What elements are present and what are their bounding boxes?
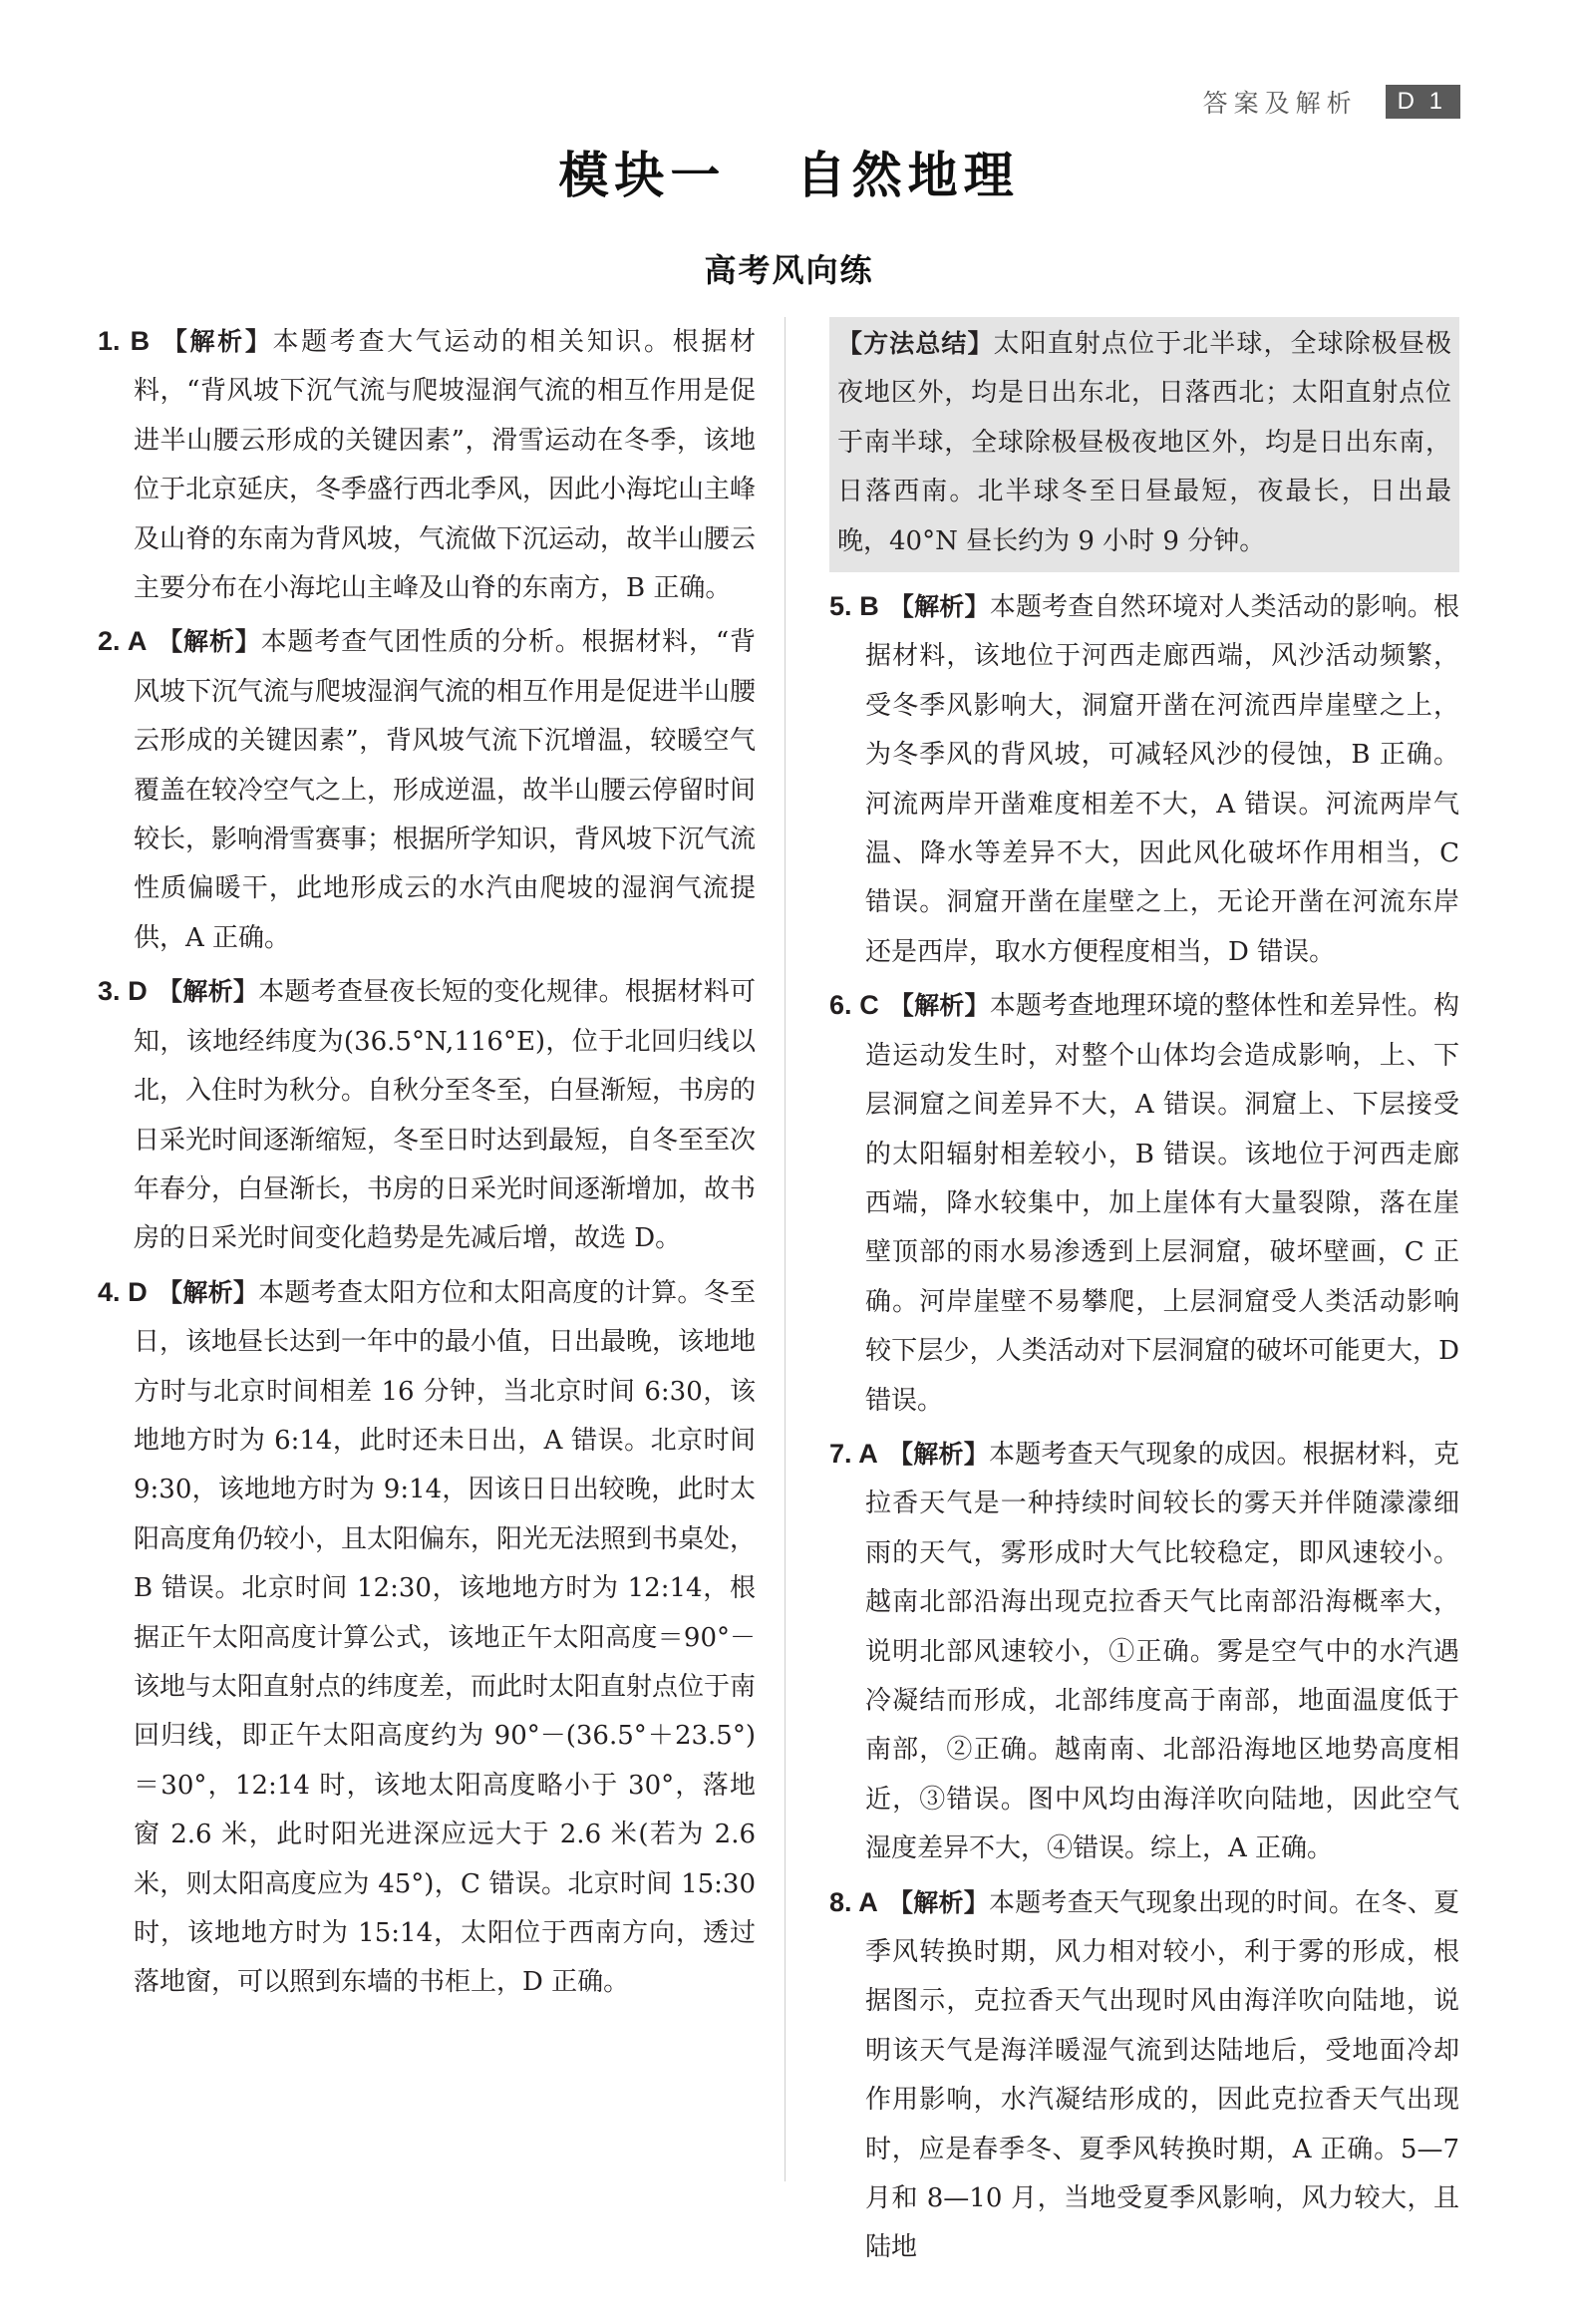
answer-item (98, 1268, 756, 2008)
answer-number: 6. C (829, 990, 879, 1021)
header-label: 答案及解析 (1202, 89, 1358, 118)
page-header (1203, 84, 1460, 120)
answer-number: 3. D (98, 976, 148, 1007)
answer-text: 本题考查昼夜长短的变化规律。根据材料可知，该地经纬度为(36.5°N,116°E)，位于北回归线以北，入住时为秋分。自秋分至冬至，白昼渐短，书房的日采光时间逐渐缩短，冬至日时达到最短，自冬至至次年春分，白昼渐长，书房的日采光时间逐渐增加，故书房的日采光时间变化趋势是先减后增，故选 D。 (134, 977, 757, 1254)
analysis-tag: 【解析】 (888, 592, 990, 622)
right-column (829, 317, 1459, 2277)
answer-number: 4. D (98, 1276, 148, 1307)
answer-number: 2. A (98, 626, 148, 657)
analysis-tag: 【解析】 (159, 327, 273, 356)
method-summary-text: 太阳直射点位于北半球，全球除极昼极夜地区外，均是日出东北，日落西北；太阳直射点位于南半球，全球除极昼极夜地区外，均是日出东南，日落西南。北半球冬至日昼最短，夜最长，日出最晚，40°N 昼长约为 9 小时 9 分钟。 (837, 329, 1451, 556)
left-column (98, 317, 756, 2012)
analysis-tag: 【解析】 (157, 1277, 259, 1307)
answer-item (829, 1878, 1459, 2273)
answer-item (98, 617, 756, 963)
answer-text: 本题考查气团性质的分析。根据材料，“背风坡下沉气流与爬坡湿润气流的相互作用是促进半山腰云形成的关键因素”，背风坡气流下沉增温，较暖空气覆盖在较冷空气之上，形成逆温，故半山腰云停留时间较长，影响滑雪赛事；根据所学知识，背风坡下沉气流性质偏暖干，此地形成云的水汽由爬坡的湿润气流提供，A 正确。 (134, 627, 757, 953)
analysis-tag: 【解析】 (157, 977, 259, 1007)
module-title: 模块一 自然地理 (558, 146, 1020, 204)
answer-text: 本题考查地理环境的整体性和差异性。构造运动发生时，对整个山体均会造成影响，上、下层洞窟之间差异不大，A 错误。洞窟上、下层接受的太阳辐射相差较小，B 错误。该地位于河西走廊西端，降水较集中，加上崖体有大量裂隙，落在崖壁顶部的雨水易渗透到上层洞窟，破坏壁画，C 正确。河岸崖壁不易攀爬，上层洞窟受人类活动影响较下层少，人类活动对下层洞窟的破坏可能更大，D 错误。 (865, 991, 1459, 1416)
answer-text: 本题考查天气现象出现的时间。在冬、夏季风转换时期，风力相对较小，利于雾的形成，根据图示，克拉香天气出现时风由海洋吹向陆地，说明该天气是海洋暖湿气流到达陆地后，受地面冷却作用影响，水汽凝结形成的，因此克拉香天气出现时，应是春季冬、夏季风转换时期，A 正确。5—7 月和 8—10 月，当地受夏季风影响，风力较大，且陆地 (865, 1887, 1459, 2263)
answer-item (829, 582, 1459, 977)
analysis-tag: 【解析】 (157, 627, 261, 657)
section-title: 高考风向练 (704, 251, 874, 289)
answer-number: 7. A (829, 1438, 878, 1469)
answer-item (98, 317, 756, 613)
answer-text: 本题考查天气现象的成因。根据材料，克拉香天气是一种持续时间较长的雾天并伴随濛濛细雨的天气，雾形成时大气比较稳定，即风速较小。越南北部沿海出现克拉香天气比南部沿海概率大，说明北部风速较小，①正确。雾是空气中的水汽遇冷凝结而形成，北部纬度高于南部，地面温度低于南部，②正确。越南南、北部沿海地区地势高度相近，③错误。图中风均由海洋吹向陆地，因此空气湿度差异不大，④错误。综上，A 正确。 (865, 1439, 1459, 1864)
column-divider (785, 317, 786, 2181)
analysis-tag: 【解析】 (888, 991, 990, 1021)
answer-text: 本题考查大气运动的相关知识。根据材料，“背风坡下沉气流与爬坡湿润气流的相互作用是促进半山腰云形成的关键因素”，滑雪运动在冬季，该地位于北京延庆，冬季盛行西北季风，因此小海坨山主峰及山脊的东南为背风坡，气流做下沉运动，故半山腰云主要分布在小海坨山主峰及山脊的东南方，B 正确。 (134, 327, 757, 604)
answer-text: 本题考查太阳方位和太阳高度的计算。冬至日，该地昼长达到一年中的最小值，日出最晚，该地地方时与北京时间相差 16 分钟，当北京时间 6:30，该地地方时为 6:14，此时还未日出，A 错误。北京时间 9:30，该地地方时为 9:14，因该日日出较晚，此时太阳高度角仍较小，且太阳偏东，阳光无法照到书桌处，B 错误。北京时间 12:30，该地地方时为 12:14，根据正午太阳高度计算公式，该地正午太阳高度＝90°－该地与太阳直射点的纬度差，而此时太阳直射点位于南回归线，即正午太阳高度约为 90°－(36.5°＋23.5°)＝30°，12:14 时，该地太阳高度略小于 30°，落地窗 2.6 米，此时阳光进深应远大于 2.6 米(若为 2.6 米，则太阳高度应为 45°)，C 错误。北京时间 15:30 时，该地地方时为 15:14，太阳位于西南方向，透过落地窗，可以照到东墙的书柜上，D 正确。 (134, 1277, 757, 1998)
answer-number: 5. B (829, 591, 879, 622)
answer-number: 8. A (829, 1886, 878, 1917)
analysis-tag: 【解析】 (887, 1439, 989, 1469)
answer-text: 本题考查自然环境对人类活动的影响。根据材料，该地位于河西走廊西端，风沙活动频繁，受冬季风影响大，洞窟开凿在河流西岸崖壁之上，为冬季风的背风坡，可减轻风沙的侵蚀，B 正确。河流两岸开凿难度相差不大，A 错误。河流两岸气温、降水等差异不大，因此风化破坏作用相当，C 错误。洞窟开凿在崖壁之上，无论开凿在河流东岸还是西岸，取水方便程度相当，D 错误。 (865, 592, 1459, 967)
page-number-badge: D 1 (1386, 85, 1460, 119)
answer-item (829, 981, 1459, 1426)
answer-item (829, 1430, 1459, 1874)
answer-item (98, 967, 756, 1263)
method-summary-tag: 【方法总结】 (837, 329, 994, 358)
analysis-tag: 【解析】 (887, 1887, 989, 1917)
answer-number: 1. B (98, 326, 151, 356)
method-summary-box (829, 317, 1459, 572)
